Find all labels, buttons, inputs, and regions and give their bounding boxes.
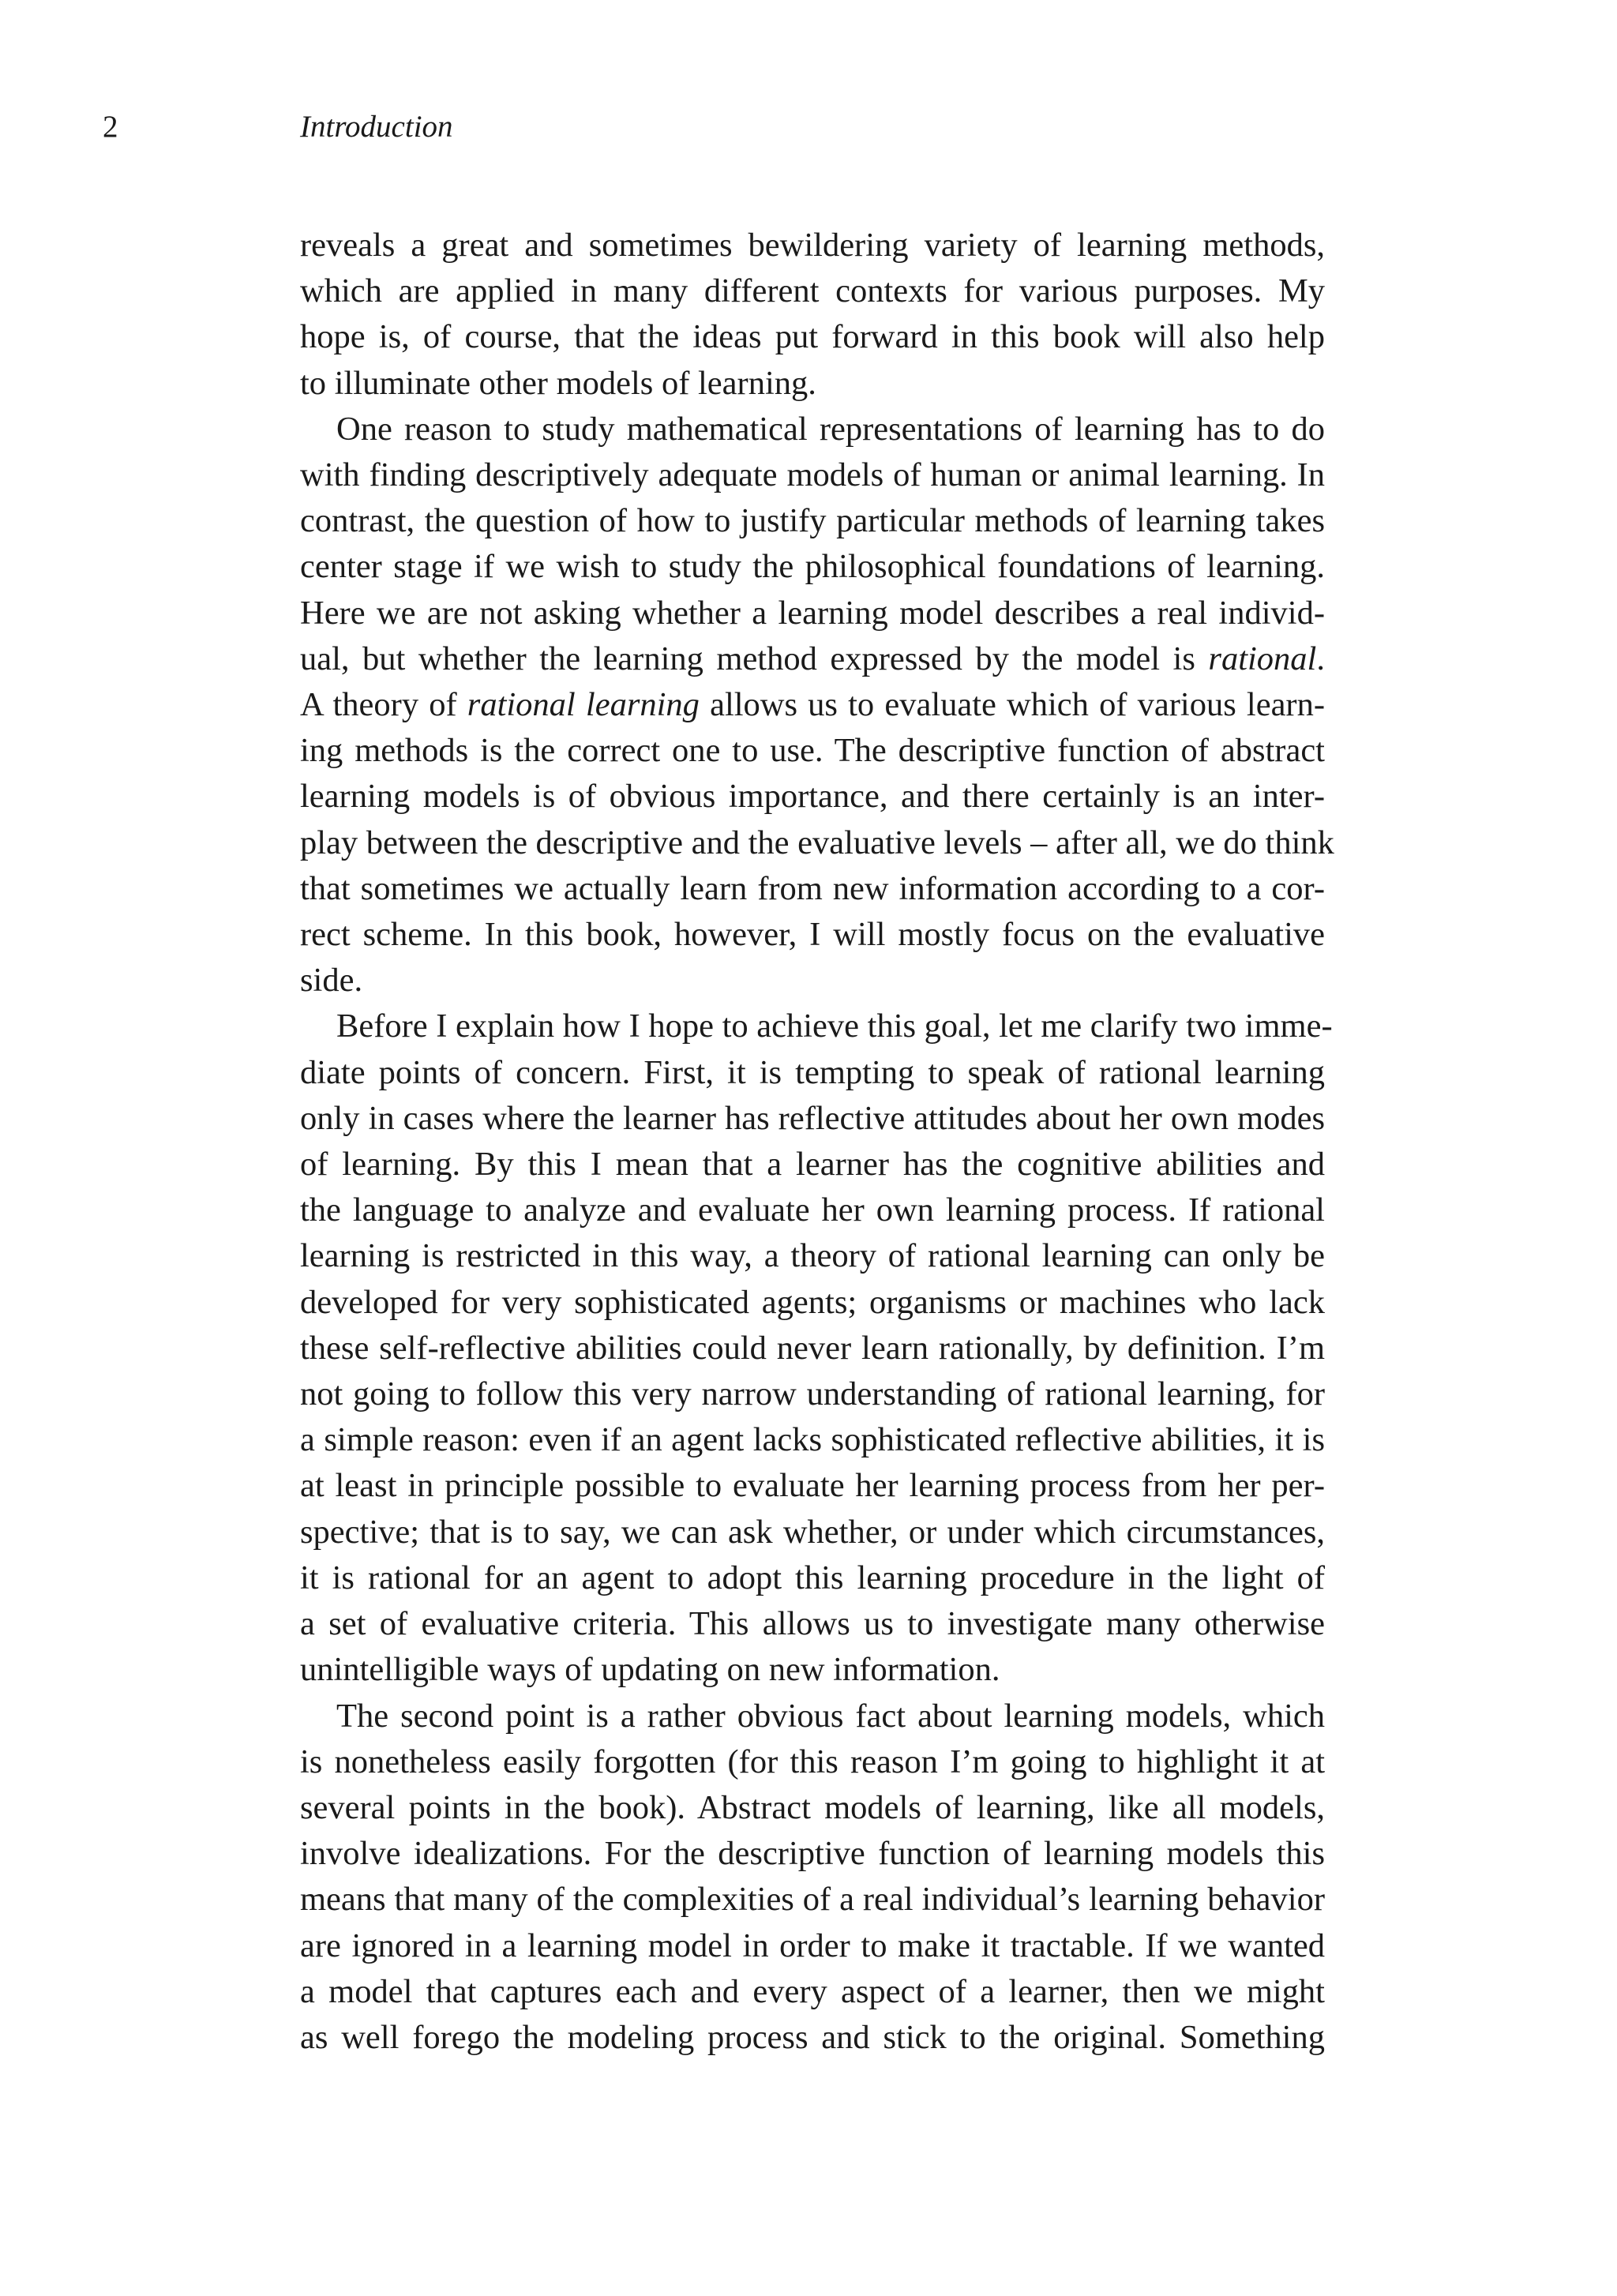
text-line: The second point is a rather obvious fact about learning models, which: [336, 1697, 1325, 1735]
text-run: ual, but whether the learning method expressed by the model is: [300, 640, 1209, 677]
text-line: learning models is of obvious importance, and there certainly is an inter-: [300, 778, 1325, 816]
text-line: reveals a great and sometimes bewildering variety of learning methods,: [300, 227, 1325, 264]
text-line: [300, 636, 1325, 682]
running-head: Introduction: [300, 110, 453, 144]
text-line: a set of evaluative criteria. This allows us to investigate many otherwise: [300, 1605, 1325, 1643]
text-line: it is rational for an agent to adopt this learning procedure in the light of: [300, 1559, 1325, 1596]
text-line: means that many of the complexities of a real individual’s learning behavior: [300, 1881, 1325, 1919]
text-line: contrast, the question of how to justify particular methods of learning takes: [300, 502, 1325, 540]
text-line: of learning. By this I mean that a learner has the cognitive abilities and: [300, 1146, 1325, 1184]
text-line: involve idealizations. For the descriptive function of learning models this: [300, 1835, 1325, 1873]
text-line: learning is restricted in this way, a theory of rational learning can only be: [300, 1237, 1325, 1275]
text-line: a model that captures each and every aspect of a learner, then we might: [300, 1972, 1325, 2010]
text-line: not going to follow this very narrow understanding of rational learning, for: [300, 1375, 1325, 1413]
text-line: [300, 682, 1325, 728]
text-run: allows us to evaluate which of various learn-: [699, 686, 1325, 724]
text-line: Here we are not asking whether a learning model describes a real individ-: [300, 594, 1325, 632]
body-text: [300, 223, 1334, 2061]
text-line: is nonetheless easily forgotten (for this reason I’m going to highlight it at: [300, 1743, 1325, 1780]
text-line: center stage if we wish to study the philosophical foundations of learning.: [300, 548, 1325, 586]
text-line: several points in the book). Abstract models of learning, like all models,: [300, 1788, 1325, 1826]
paragraph: [300, 223, 1325, 407]
text-line: play between the descriptive and the evaluative levels – after all, we do think: [300, 823, 1334, 861]
text-line: One reason to study mathematical representations of learning has to do: [336, 410, 1325, 448]
page-header: [103, 107, 1334, 147]
paragraph: [300, 1004, 1333, 1693]
text-line: diate points of concern. First, it is tempting to speak of rational learning: [300, 1053, 1325, 1091]
text-line: rect scheme. In this book, however, I will mostly focus on the evaluative: [300, 916, 1325, 954]
text-line: which are applied in many different contexts for various purposes. My: [300, 272, 1325, 310]
text-line: to illuminate other models of learning.: [300, 364, 816, 402]
emphasis: rational learning: [467, 686, 700, 724]
text-run: .: [1316, 640, 1325, 677]
text-line: a simple reason: even if an agent lacks sophisticated reflective abilities, it is: [300, 1421, 1325, 1459]
paragraph: [300, 1694, 1325, 2062]
text-line: the language to analyze and evaluate her own learning process. If rational: [300, 1191, 1325, 1229]
text-line: as well forego the modeling process and stick to the original. Something: [300, 2018, 1325, 2056]
text-line: are ignored in a learning model in order to make it tractable. If we wanted: [300, 1926, 1325, 1964]
text-run: A theory of: [300, 686, 467, 724]
emphasis: rational: [1208, 640, 1317, 677]
text-line: Before I explain how I hope to achieve this goal, let me clarify two imme-: [336, 1007, 1333, 1045]
text-line: at least in principle possible to evaluate her learning process from her per-: [300, 1467, 1325, 1505]
text-line: side.: [300, 962, 363, 1000]
paragraph: [300, 407, 1334, 1004]
text-line: hope is, of course, that the ideas put forward in this book will also help: [300, 318, 1325, 356]
page-number: 2: [103, 110, 118, 144]
text-line: developed for very sophisticated agents; organisms or machines who lack: [300, 1283, 1325, 1321]
text-line: only in cases where the learner has reflective attitudes about her own modes: [300, 1099, 1325, 1137]
text-line: spective; that is to say, we can ask whether, or under which circumstances,: [300, 1513, 1325, 1551]
text-line: these self-reflective abilities could never learn rationally, by definition. I’m: [300, 1329, 1325, 1367]
text-line: ing methods is the correct one to use. The descriptive function of abstract: [300, 732, 1325, 770]
text-line: with finding descriptively adequate models of human or animal learning. In: [300, 456, 1325, 494]
text-line: that sometimes we actually learn from new information according to a cor-: [300, 869, 1325, 907]
text-line: unintelligible ways of updating on new information.: [300, 1651, 1000, 1689]
